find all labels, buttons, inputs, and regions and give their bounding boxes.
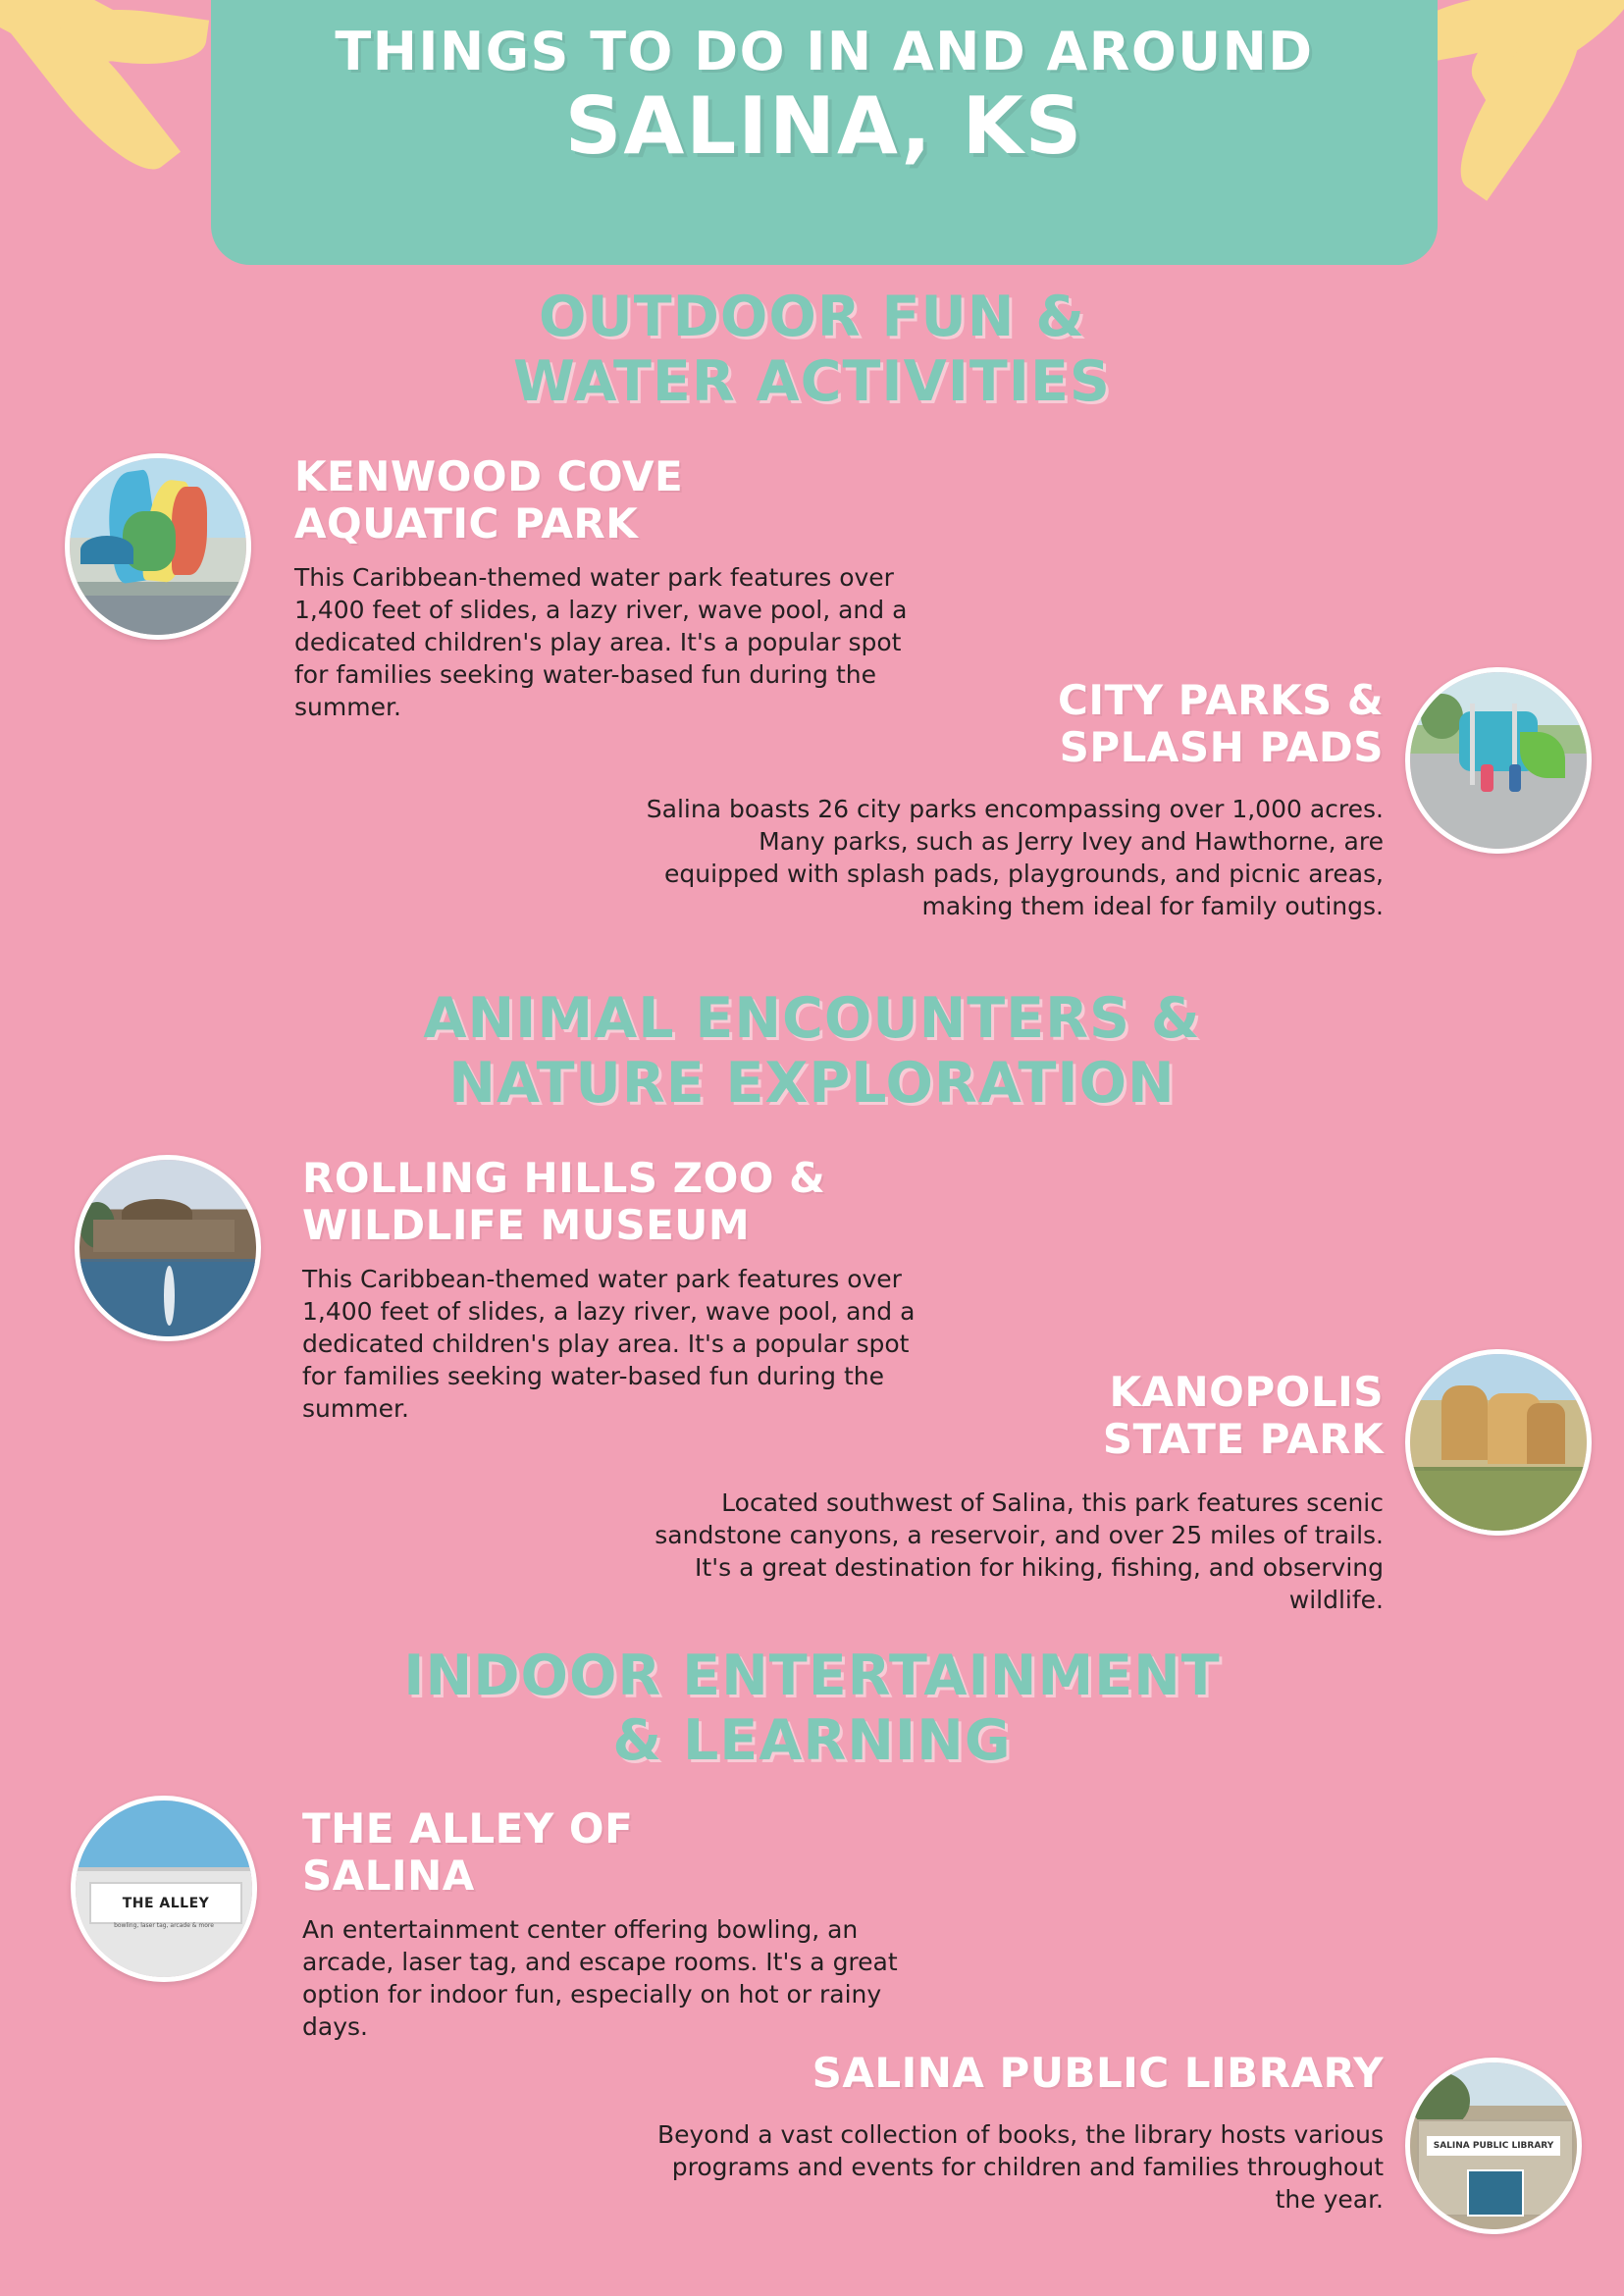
page-title: SALINA, KS xyxy=(564,80,1084,172)
header-title-line1: THINGS TO DO IN AND AROUND xyxy=(335,21,1314,82)
section-title-line2: WATER ACTIVITIES xyxy=(513,349,1111,414)
entry-title-line1: KENWOOD COVE xyxy=(294,452,684,500)
entry-body: An entertainment center offering bowling, an arcade, laser tag, and escape rooms. It's a great option for indoor fun, especially on hot or rainy days. xyxy=(302,1915,898,2041)
rolling-hills-zoo-photo xyxy=(75,1155,261,1341)
entry-body: This Caribbean-themed water park features over 1,400 feet of slides, a lazy river, wave pool, and a dedicated children's play area. It's a popular spot for families seeking water-based fun during the summer. xyxy=(294,563,908,721)
alley-sign-subtext: bowling, laser tag, arcade & more xyxy=(114,1922,214,1930)
entry-title-line1: ROLLING HILLS ZOO & xyxy=(302,1154,826,1202)
entry-salina-public-library xyxy=(550,2036,1624,2291)
the-alley-photo xyxy=(71,1796,257,1982)
section-title-indoor-entertainment xyxy=(0,1644,1624,1773)
section-title-line1: INDOOR ENTERTAINMENT xyxy=(403,1644,1221,1708)
section-title-animal-encounters xyxy=(0,986,1624,1116)
entry-city-parks xyxy=(550,667,1624,962)
section-title-line2: & LEARNING xyxy=(612,1708,1012,1773)
entry-kanopolis-state-park xyxy=(550,1349,1624,1644)
entry-title-line1: KANOPOLIS xyxy=(1109,1368,1384,1416)
entry-title-line2: SPLASH PADS xyxy=(1059,723,1384,771)
section-title-line1: OUTDOOR FUN & xyxy=(538,285,1086,349)
entry-title-line2: SALINA xyxy=(302,1852,475,1900)
entry-body: Located southwest of Salina, this park features scenic sandstone canyons, a reservoir, and over 25 miles of trails. It's a great destination for hiking, fishing, and observing wildlife. xyxy=(655,1488,1384,1614)
entry-title-line1: SALINA PUBLIC LIBRARY xyxy=(812,2049,1384,2097)
header-banner xyxy=(211,0,1438,265)
kenwood-cove-photo xyxy=(65,453,251,640)
entry-title-line1: CITY PARKS & xyxy=(1058,676,1384,724)
kanopolis-state-park-photo xyxy=(1405,1349,1592,1536)
city-parks-photo xyxy=(1405,667,1592,854)
entry-body: Beyond a vast collection of books, the library hosts various programs and events for children and families throughout the year. xyxy=(656,2120,1384,2214)
entry-body: This Caribbean-themed water park features over 1,400 feet of slides, a lazy river, wave pool, and a dedicated children's play area. It's a popular spot for families seeking water-based fun during the summer. xyxy=(302,1265,916,1423)
section-title-outdoor-fun xyxy=(0,285,1624,414)
entry-title-line2: WILDLIFE MUSEUM xyxy=(302,1201,751,1249)
library-sign-text: SALINA PUBLIC LIBRARY xyxy=(1433,2140,1554,2151)
section-title-line2: NATURE EXPLORATION xyxy=(448,1051,1176,1116)
entry-title-line1: THE ALLEY OF xyxy=(302,1804,634,1852)
entry-title-line2: STATE PARK xyxy=(1102,1415,1384,1463)
salina-public-library-photo xyxy=(1405,2058,1582,2234)
alley-sign-text: THE ALLEY xyxy=(122,1895,210,1911)
entry-title-line2: AQUATIC PARK xyxy=(294,499,639,548)
entry-body: Salina boasts 26 city parks encompassing over 1,000 acres. Many parks, such as Jerry Ivey and Hawthorne, are equipped with splash pads, playgrounds, and picnic areas, making them ideal for family outings. xyxy=(646,795,1384,920)
section-title-line1: ANIMAL ENCOUNTERS & xyxy=(423,986,1201,1051)
